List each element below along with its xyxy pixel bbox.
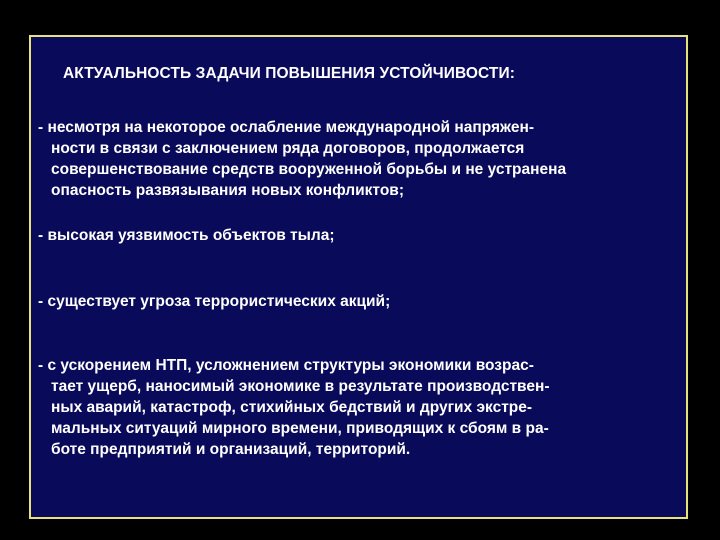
bullet-item (38, 225, 678, 246)
bullet-line: - существует угроза террористических акций; (38, 293, 391, 310)
bullet-line: мальных ситуаций мирного времени, приводящих к сбоям в ра- (51, 420, 549, 437)
bullet-item (38, 117, 678, 201)
bullet-item (38, 355, 678, 460)
content-panel (29, 35, 688, 519)
bullet-item (38, 291, 678, 312)
bullet-line: совершенствование средств вооруженной борьбы и не устранена (51, 161, 567, 178)
bullet-line: тает ущерб, наносимый экономике в результате производствен- (51, 378, 550, 395)
bullet-line: боте предприятий и организаций, территорий. (51, 441, 411, 458)
bullet-line: - высокая уязвимость объектов тыла; (38, 227, 335, 244)
bullet-line: ности в связи с заключением ряда договоров, продолжается (51, 140, 525, 157)
bullet-line: - с ускорением НТП, усложнением структуры экономики возрас- (38, 357, 534, 374)
bullet-line: ных аварий, катастроф, стихийных бедствий и других экстре- (51, 399, 533, 416)
bullet-line: опасность развязывания новых конфликтов; (51, 182, 404, 199)
slide-title: АКТУАЛЬНОСТЬ ЗАДАЧИ ПОВЫШЕНИЯ УСТОЙЧИВОСТИ: (63, 65, 515, 82)
bullet-line: - несмотря на некоторое ослабление международной напряжен- (38, 119, 534, 136)
